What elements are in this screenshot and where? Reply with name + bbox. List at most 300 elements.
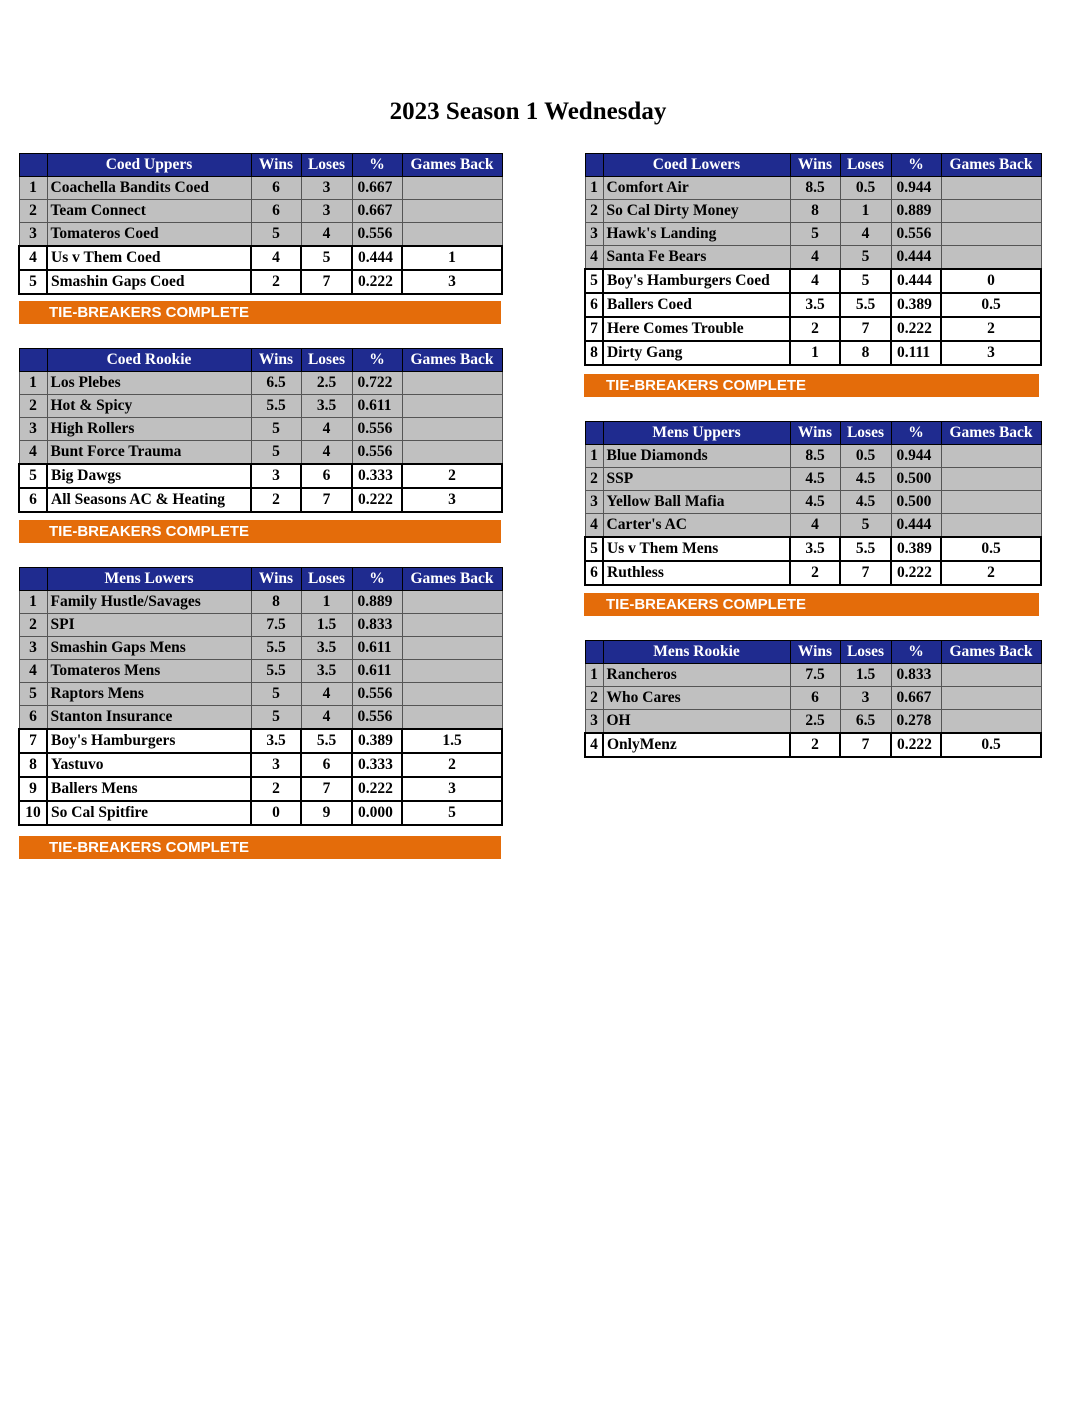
tie-breakers-bar: TIE-BREAKERS COMPLETE bbox=[584, 374, 1039, 397]
win-pct: 0.611 bbox=[352, 637, 402, 660]
games-back: 0 bbox=[941, 269, 1041, 293]
loses: 4.5 bbox=[840, 491, 891, 514]
division-name: Mens Uppers bbox=[603, 422, 790, 445]
loses: 4 bbox=[301, 223, 352, 247]
header-pct: % bbox=[352, 349, 402, 372]
team-name: So Cal Dirty Money bbox=[603, 200, 790, 223]
header-rank bbox=[19, 154, 47, 177]
team-name: Ruthless bbox=[603, 561, 790, 585]
table-row bbox=[19, 683, 502, 706]
header-pct: % bbox=[352, 568, 402, 591]
rank: 6 bbox=[585, 561, 603, 585]
wins: 5.5 bbox=[251, 395, 301, 418]
team-name: Stanton Insurance bbox=[47, 706, 251, 730]
rank: 4 bbox=[19, 246, 47, 270]
loses: 3 bbox=[301, 200, 352, 223]
loses: 4 bbox=[301, 706, 352, 730]
wins: 2 bbox=[790, 317, 840, 341]
team-name: High Rollers bbox=[47, 418, 251, 441]
rank: 2 bbox=[19, 395, 47, 418]
games-back: 2 bbox=[941, 561, 1041, 585]
loses: 5 bbox=[840, 269, 891, 293]
wins: 6 bbox=[251, 200, 301, 223]
wins: 5 bbox=[251, 683, 301, 706]
wins: 8.5 bbox=[790, 445, 840, 468]
table-row bbox=[585, 246, 1041, 270]
table-row bbox=[19, 660, 502, 683]
table-row bbox=[585, 293, 1041, 317]
loses: 5 bbox=[301, 246, 352, 270]
rank: 4 bbox=[585, 733, 603, 757]
wins: 8.5 bbox=[790, 177, 840, 200]
rank: 1 bbox=[585, 177, 603, 200]
table-row bbox=[585, 514, 1041, 538]
table-row bbox=[585, 733, 1041, 757]
team-name: Comfort Air bbox=[603, 177, 790, 200]
games-back bbox=[941, 177, 1041, 200]
header-games-back: Games Back bbox=[941, 422, 1041, 445]
team-name: Los Plebes bbox=[47, 372, 251, 395]
games-back bbox=[941, 246, 1041, 270]
loses: 1 bbox=[301, 591, 352, 614]
table-row bbox=[19, 488, 502, 512]
loses: 6.5 bbox=[840, 710, 891, 734]
win-pct: 0.278 bbox=[891, 710, 941, 734]
wins: 0 bbox=[251, 801, 301, 825]
loses: 3.5 bbox=[301, 395, 352, 418]
team-name: Here Comes Trouble bbox=[603, 317, 790, 341]
games-back bbox=[402, 614, 502, 637]
rank: 6 bbox=[19, 706, 47, 730]
team-name: Tomateros Mens bbox=[47, 660, 251, 683]
wins: 4 bbox=[790, 269, 840, 293]
team-name: So Cal Spitfire bbox=[47, 801, 251, 825]
loses: 4 bbox=[840, 223, 891, 246]
games-back bbox=[941, 664, 1041, 687]
division-name: Coed Rookie bbox=[47, 349, 251, 372]
loses: 1.5 bbox=[301, 614, 352, 637]
games-back bbox=[402, 177, 502, 200]
loses: 3 bbox=[840, 687, 891, 710]
wins: 2 bbox=[251, 488, 301, 512]
table-row bbox=[19, 614, 502, 637]
table-row bbox=[19, 441, 502, 465]
header-rank bbox=[585, 422, 603, 445]
wins: 6.5 bbox=[251, 372, 301, 395]
games-back bbox=[402, 441, 502, 465]
rank: 6 bbox=[585, 293, 603, 317]
team-name: Coachella Bandits Coed bbox=[47, 177, 251, 200]
wins: 5 bbox=[251, 418, 301, 441]
wins: 4.5 bbox=[790, 468, 840, 491]
win-pct: 0.889 bbox=[891, 200, 941, 223]
games-back bbox=[402, 372, 502, 395]
wins: 5 bbox=[251, 223, 301, 247]
games-back bbox=[941, 687, 1041, 710]
page-title: 2023 Season 1 Wednesday bbox=[389, 98, 667, 125]
loses: 7 bbox=[301, 270, 352, 294]
rank: 8 bbox=[585, 341, 603, 365]
table-row bbox=[19, 395, 502, 418]
win-pct: 0.833 bbox=[891, 664, 941, 687]
loses: 0.5 bbox=[840, 177, 891, 200]
loses: 1 bbox=[840, 200, 891, 223]
win-pct: 0.667 bbox=[352, 200, 402, 223]
win-pct: 0.222 bbox=[352, 270, 402, 294]
header-wins: Wins bbox=[251, 154, 301, 177]
games-back: 1.5 bbox=[402, 729, 502, 753]
team-name: Big Dawgs bbox=[47, 464, 251, 488]
wins: 4 bbox=[790, 514, 840, 538]
rank: 3 bbox=[585, 491, 603, 514]
header-pct: % bbox=[891, 641, 941, 664]
wins: 8 bbox=[790, 200, 840, 223]
rank: 1 bbox=[19, 591, 47, 614]
table-row bbox=[19, 246, 502, 270]
table-row bbox=[19, 200, 502, 223]
win-pct: 0.000 bbox=[352, 801, 402, 825]
win-pct: 0.944 bbox=[891, 177, 941, 200]
loses: 7 bbox=[840, 733, 891, 757]
table-row bbox=[585, 341, 1041, 365]
table-row bbox=[19, 270, 502, 294]
wins: 1 bbox=[790, 341, 840, 365]
games-back: 0.5 bbox=[941, 293, 1041, 317]
loses: 3.5 bbox=[301, 637, 352, 660]
team-name: OnlyMenz bbox=[603, 733, 790, 757]
table-row bbox=[585, 687, 1041, 710]
loses: 2.5 bbox=[301, 372, 352, 395]
wins: 3 bbox=[251, 753, 301, 777]
mens-lowers-table bbox=[18, 567, 503, 826]
wins: 2 bbox=[251, 270, 301, 294]
header-wins: Wins bbox=[251, 349, 301, 372]
win-pct: 0.944 bbox=[891, 445, 941, 468]
tie-breakers-bar: TIE-BREAKERS COMPLETE bbox=[19, 301, 501, 324]
header-loses: Loses bbox=[301, 349, 352, 372]
wins: 3.5 bbox=[790, 537, 840, 561]
team-name: Boy's Hamburgers Coed bbox=[603, 269, 790, 293]
table-row bbox=[19, 729, 502, 753]
games-back bbox=[402, 637, 502, 660]
games-back bbox=[402, 591, 502, 614]
games-back: 3 bbox=[402, 777, 502, 801]
games-back: 0.5 bbox=[941, 537, 1041, 561]
team-name: Carter's AC bbox=[603, 514, 790, 538]
win-pct: 0.889 bbox=[352, 591, 402, 614]
rank: 5 bbox=[19, 683, 47, 706]
table-row bbox=[585, 200, 1041, 223]
team-name: Raptors Mens bbox=[47, 683, 251, 706]
table-row bbox=[585, 223, 1041, 246]
table-row bbox=[585, 664, 1041, 687]
header-wins: Wins bbox=[790, 154, 840, 177]
loses: 5 bbox=[840, 246, 891, 270]
team-name: Smashin Gaps Mens bbox=[47, 637, 251, 660]
win-pct: 0.444 bbox=[891, 269, 941, 293]
team-name: Boy's Hamburgers bbox=[47, 729, 251, 753]
header-pct: % bbox=[891, 154, 941, 177]
win-pct: 0.722 bbox=[352, 372, 402, 395]
wins: 7.5 bbox=[251, 614, 301, 637]
loses: 3 bbox=[301, 177, 352, 200]
header-games-back: Games Back bbox=[402, 154, 502, 177]
win-pct: 0.444 bbox=[352, 246, 402, 270]
games-back: 1 bbox=[402, 246, 502, 270]
win-pct: 0.556 bbox=[891, 223, 941, 246]
rank: 4 bbox=[585, 246, 603, 270]
table-row bbox=[19, 777, 502, 801]
loses: 3.5 bbox=[301, 660, 352, 683]
wins: 2 bbox=[790, 561, 840, 585]
wins: 4.5 bbox=[790, 491, 840, 514]
rank: 5 bbox=[19, 270, 47, 294]
team-name: Who Cares bbox=[603, 687, 790, 710]
wins: 3.5 bbox=[251, 729, 301, 753]
wins: 3 bbox=[251, 464, 301, 488]
rank: 3 bbox=[19, 418, 47, 441]
rank: 7 bbox=[19, 729, 47, 753]
team-name: Hot & Spicy bbox=[47, 395, 251, 418]
loses: 5 bbox=[840, 514, 891, 538]
tie-breakers-bar: TIE-BREAKERS COMPLETE bbox=[584, 593, 1039, 616]
loses: 6 bbox=[301, 464, 352, 488]
games-back bbox=[402, 200, 502, 223]
team-name: Smashin Gaps Coed bbox=[47, 270, 251, 294]
coed-rookie-table bbox=[18, 348, 503, 513]
division-name: Coed Lowers bbox=[603, 154, 790, 177]
games-back: 3 bbox=[941, 341, 1041, 365]
table-header bbox=[585, 422, 1041, 445]
loses: 4 bbox=[301, 683, 352, 706]
loses: 6 bbox=[301, 753, 352, 777]
division-name: Mens Lowers bbox=[47, 568, 251, 591]
wins: 8 bbox=[251, 591, 301, 614]
rank: 10 bbox=[19, 801, 47, 825]
team-name: All Seasons AC & Heating bbox=[47, 488, 251, 512]
games-back bbox=[402, 418, 502, 441]
win-pct: 0.222 bbox=[891, 733, 941, 757]
header-loses: Loses bbox=[840, 422, 891, 445]
header-rank bbox=[585, 641, 603, 664]
win-pct: 0.333 bbox=[352, 753, 402, 777]
wins: 2.5 bbox=[790, 710, 840, 734]
coed-lowers-table bbox=[584, 153, 1042, 366]
games-back bbox=[402, 395, 502, 418]
wins: 5 bbox=[251, 706, 301, 730]
team-name: SSP bbox=[603, 468, 790, 491]
team-name: Dirty Gang bbox=[603, 341, 790, 365]
team-name: Us v Them Coed bbox=[47, 246, 251, 270]
win-pct: 0.222 bbox=[352, 488, 402, 512]
header-rank bbox=[585, 154, 603, 177]
games-back bbox=[941, 223, 1041, 246]
win-pct: 0.611 bbox=[352, 660, 402, 683]
games-back: 3 bbox=[402, 270, 502, 294]
team-name: Santa Fe Bears bbox=[603, 246, 790, 270]
games-back bbox=[941, 514, 1041, 538]
rank: 6 bbox=[19, 488, 47, 512]
table-row bbox=[19, 801, 502, 825]
table-row bbox=[19, 223, 502, 247]
team-name: Family Hustle/Savages bbox=[47, 591, 251, 614]
wins: 2 bbox=[251, 777, 301, 801]
team-name: Tomateros Coed bbox=[47, 223, 251, 247]
win-pct: 0.556 bbox=[352, 223, 402, 247]
games-back bbox=[402, 223, 502, 247]
rank: 3 bbox=[585, 223, 603, 246]
games-back bbox=[402, 660, 502, 683]
games-back: 2 bbox=[402, 464, 502, 488]
team-name: Ballers Coed bbox=[603, 293, 790, 317]
table-row bbox=[19, 372, 502, 395]
rank: 3 bbox=[19, 223, 47, 247]
rank: 4 bbox=[19, 441, 47, 465]
loses: 0.5 bbox=[840, 445, 891, 468]
win-pct: 0.556 bbox=[352, 441, 402, 465]
division-name: Mens Rookie bbox=[603, 641, 790, 664]
wins: 4 bbox=[790, 246, 840, 270]
rank: 3 bbox=[19, 637, 47, 660]
wins: 5 bbox=[251, 441, 301, 465]
games-back bbox=[941, 200, 1041, 223]
loses: 7 bbox=[840, 561, 891, 585]
games-back bbox=[941, 710, 1041, 734]
wins: 3.5 bbox=[790, 293, 840, 317]
rank: 2 bbox=[585, 468, 603, 491]
wins: 5 bbox=[790, 223, 840, 246]
tie-breakers-bar: TIE-BREAKERS COMPLETE bbox=[19, 836, 501, 859]
games-back: 2 bbox=[402, 753, 502, 777]
table-row bbox=[585, 561, 1041, 585]
team-name: Blue Diamonds bbox=[603, 445, 790, 468]
team-name: Ballers Mens bbox=[47, 777, 251, 801]
games-back bbox=[402, 683, 502, 706]
table-row bbox=[19, 464, 502, 488]
wins: 5.5 bbox=[251, 660, 301, 683]
rank: 2 bbox=[585, 200, 603, 223]
loses: 4.5 bbox=[840, 468, 891, 491]
rank: 5 bbox=[585, 269, 603, 293]
team-name: Rancheros bbox=[603, 664, 790, 687]
table-row bbox=[19, 706, 502, 730]
team-name: Us v Them Mens bbox=[603, 537, 790, 561]
header-games-back: Games Back bbox=[941, 154, 1041, 177]
loses: 1.5 bbox=[840, 664, 891, 687]
win-pct: 0.389 bbox=[352, 729, 402, 753]
games-back bbox=[941, 491, 1041, 514]
rank: 4 bbox=[19, 660, 47, 683]
table-row bbox=[585, 177, 1041, 200]
header-pct: % bbox=[891, 422, 941, 445]
win-pct: 0.556 bbox=[352, 683, 402, 706]
win-pct: 0.833 bbox=[352, 614, 402, 637]
table-row bbox=[585, 537, 1041, 561]
win-pct: 0.222 bbox=[352, 777, 402, 801]
win-pct: 0.444 bbox=[891, 246, 941, 270]
team-name: Hawk's Landing bbox=[603, 223, 790, 246]
table-row bbox=[19, 637, 502, 660]
table-row bbox=[19, 591, 502, 614]
win-pct: 0.389 bbox=[891, 293, 941, 317]
table-row bbox=[585, 468, 1041, 491]
rank: 7 bbox=[585, 317, 603, 341]
games-back: 5 bbox=[402, 801, 502, 825]
header-wins: Wins bbox=[790, 641, 840, 664]
header-loses: Loses bbox=[840, 154, 891, 177]
win-pct: 0.222 bbox=[891, 561, 941, 585]
team-name: Yellow Ball Mafia bbox=[603, 491, 790, 514]
header-games-back: Games Back bbox=[402, 568, 502, 591]
table-row bbox=[19, 753, 502, 777]
mens-uppers-table bbox=[584, 421, 1042, 586]
header-games-back: Games Back bbox=[402, 349, 502, 372]
team-name: SPI bbox=[47, 614, 251, 637]
header-pct: % bbox=[352, 154, 402, 177]
loses: 7 bbox=[301, 777, 352, 801]
games-back bbox=[941, 468, 1041, 491]
wins: 6 bbox=[790, 687, 840, 710]
mens-rookie-table bbox=[584, 640, 1042, 758]
header-rank bbox=[19, 568, 47, 591]
wins: 7.5 bbox=[790, 664, 840, 687]
win-pct: 0.556 bbox=[352, 706, 402, 730]
rank: 4 bbox=[585, 514, 603, 538]
wins: 5.5 bbox=[251, 637, 301, 660]
rank: 1 bbox=[585, 664, 603, 687]
header-wins: Wins bbox=[790, 422, 840, 445]
table-row bbox=[585, 269, 1041, 293]
win-pct: 0.500 bbox=[891, 491, 941, 514]
rank: 9 bbox=[19, 777, 47, 801]
win-pct: 0.111 bbox=[891, 341, 941, 365]
loses: 7 bbox=[840, 317, 891, 341]
table-header bbox=[19, 349, 502, 372]
table-row bbox=[585, 317, 1041, 341]
rank: 5 bbox=[19, 464, 47, 488]
table-header bbox=[585, 154, 1041, 177]
table-header bbox=[19, 568, 502, 591]
wins: 4 bbox=[251, 246, 301, 270]
win-pct: 0.611 bbox=[352, 395, 402, 418]
table-row bbox=[585, 710, 1041, 734]
games-back: 0.5 bbox=[941, 733, 1041, 757]
win-pct: 0.444 bbox=[891, 514, 941, 538]
rank: 1 bbox=[585, 445, 603, 468]
table-header bbox=[585, 641, 1041, 664]
loses: 5.5 bbox=[840, 537, 891, 561]
rank: 5 bbox=[585, 537, 603, 561]
loses: 5.5 bbox=[301, 729, 352, 753]
loses: 4 bbox=[301, 418, 352, 441]
rank: 8 bbox=[19, 753, 47, 777]
loses: 5.5 bbox=[840, 293, 891, 317]
games-back: 3 bbox=[402, 488, 502, 512]
wins: 2 bbox=[790, 733, 840, 757]
table-row bbox=[19, 418, 502, 441]
loses: 4 bbox=[301, 441, 352, 465]
rank: 1 bbox=[19, 372, 47, 395]
team-name: Bunt Force Trauma bbox=[47, 441, 251, 465]
coed-uppers-table bbox=[18, 153, 503, 295]
table-row bbox=[19, 177, 502, 200]
loses: 9 bbox=[301, 801, 352, 825]
header-loses: Loses bbox=[301, 568, 352, 591]
rank: 1 bbox=[19, 177, 47, 200]
win-pct: 0.667 bbox=[891, 687, 941, 710]
loses: 8 bbox=[840, 341, 891, 365]
win-pct: 0.389 bbox=[891, 537, 941, 561]
